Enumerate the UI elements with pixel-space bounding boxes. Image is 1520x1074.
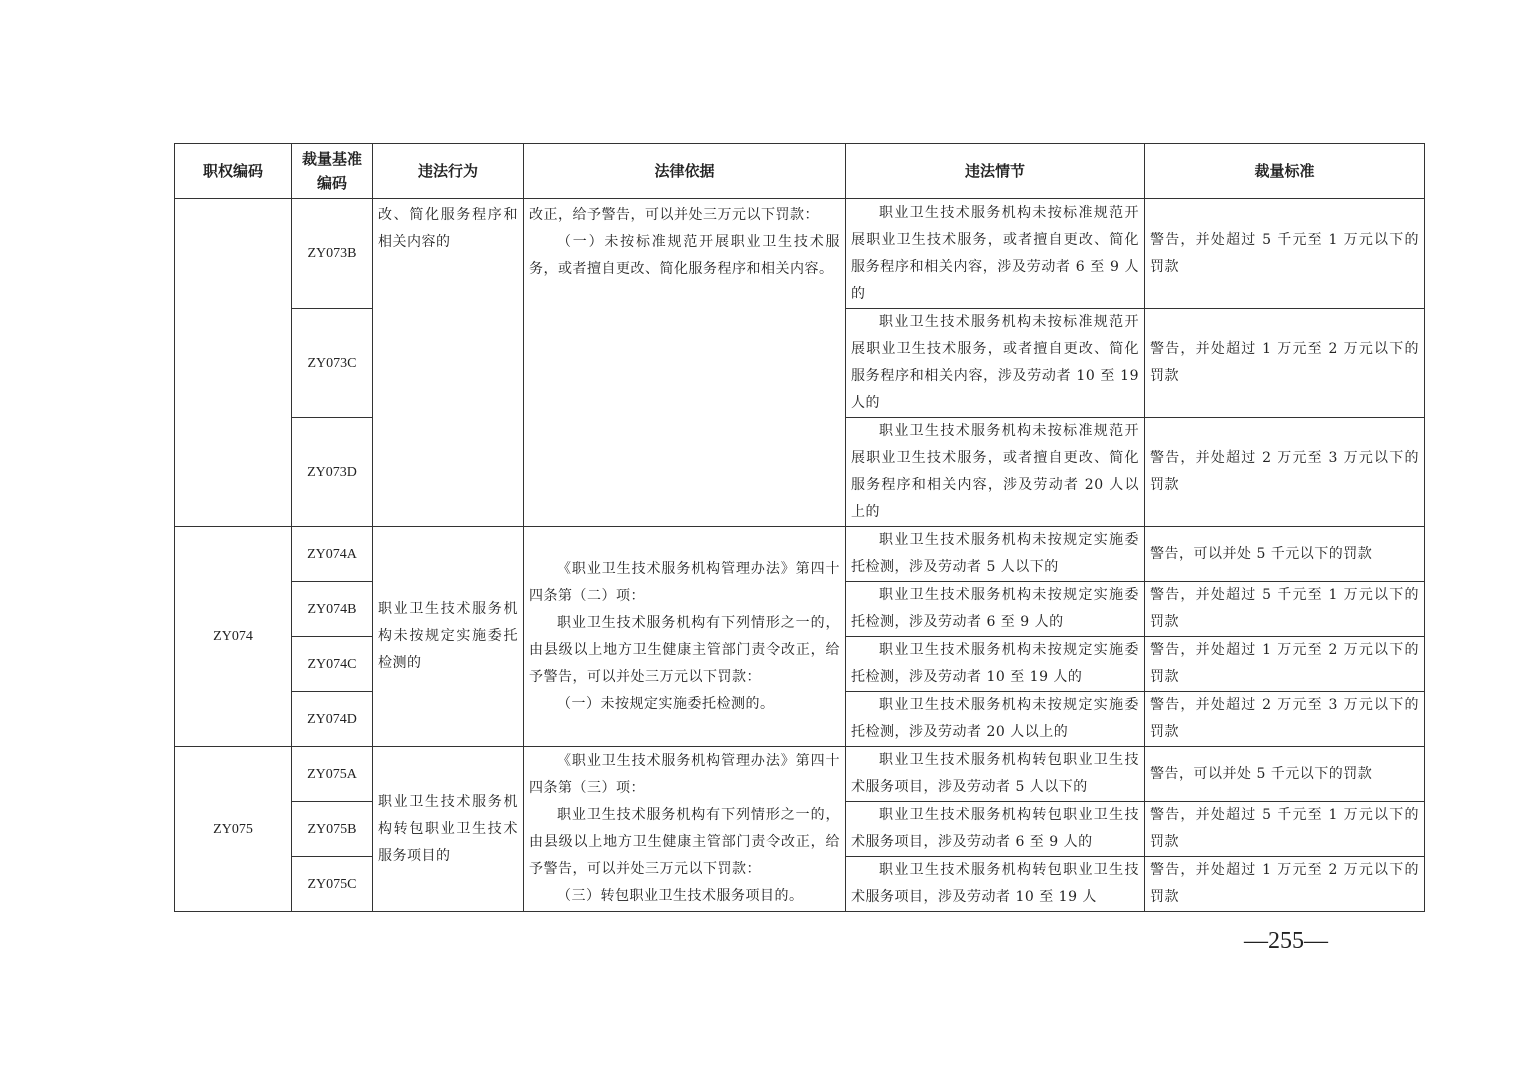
authority-code-cell: ZY075 [175,747,292,912]
standard-cell: 警告，可以并处 5 千元以下的罚款 [1145,527,1425,582]
violation-cell: 职业卫生技术服务机构未按规定实施委托检测的 [373,527,524,747]
circumstance-cell: 职业卫生技术服务机构未按标准规范开展职业卫生技术服务，或者擅自更改、简化服务程序和相关内容，涉及劳动者 10 至 19 人的 [846,309,1145,418]
page-number: —255— [1244,928,1328,954]
discretion-standard-table [174,143,1425,912]
standard-code-cell: ZY075B [292,802,373,857]
header-legal-basis: 法律依据 [524,144,846,199]
legal-basis-paragraph: （一）未按标准规范开展职业卫生技术服务，或者擅自更改、简化服务程序和相关内容。 [529,234,840,277]
violation-cell: 改、简化服务程序和相关内容的 [373,199,524,527]
circumstance-cell: 职业卫生技术服务机构未按标准规范开展职业卫生技术服务，或者擅自更改、简化服务程序和相关内容，涉及劳动者 20 人以上的 [846,418,1145,527]
standard-code-cell: ZY074B [292,582,373,637]
standard-cell: 警告，并处超过 2 万元至 3 万元以下的罚款 [1145,692,1425,747]
table-row [175,747,1425,802]
header-standard: 裁量标准 [1145,144,1425,199]
standard-code-cell: ZY075C [292,857,373,912]
standard-code-cell: ZY074D [292,692,373,747]
legal-basis-paragraph: （一）未按规定实施委托检测的。 [557,695,775,712]
legal-basis-cell [524,527,846,747]
header-authority-code: 职权编码 [175,144,292,199]
header-circumstance: 违法情节 [846,144,1145,199]
violation-cell: 职业卫生技术服务机构转包职业卫生技术服务项目的 [373,747,524,912]
standard-cell: 警告，并处超过 1 万元至 2 万元以下的罚款 [1145,857,1425,912]
circumstance-cell: 职业卫生技术服务机构转包职业卫生技术服务项目，涉及劳动者 6 至 9 人的 [846,802,1145,857]
standard-cell: 警告，并处超过 1 万元至 2 万元以下的罚款 [1145,637,1425,692]
circumstance-cell: 职业卫生技术服务机构转包职业卫生技术服务项目，涉及劳动者 10 至 19 人 [846,857,1145,912]
circumstance-cell: 职业卫生技术服务机构转包职业卫生技术服务项目，涉及劳动者 5 人以下的 [846,747,1145,802]
standard-cell: 警告，并处超过 5 千元至 1 万元以下的罚款 [1145,802,1425,857]
authority-code-cell: ZY074 [175,527,292,747]
standard-code-cell: ZY075A [292,747,373,802]
standard-cell: 警告，并处超过 5 千元至 1 万元以下的罚款 [1145,582,1425,637]
standard-code-cell: ZY074A [292,527,373,582]
legal-basis-paragraph: 改正，给予警告，可以并处三万元以下罚款： [529,207,819,223]
header-standard-code: 裁量基准编码 [292,144,373,199]
standard-code-cell: ZY074C [292,637,373,692]
circumstance-cell: 职业卫生技术服务机构未按标准规范开展职业卫生技术服务，或者擅自更改、简化服务程序和相关内容，涉及劳动者 6 至 9 人的 [846,199,1145,309]
standard-code-cell: ZY073D [292,418,373,527]
header-violation: 违法行为 [373,144,524,199]
standard-cell: 警告，并处超过 2 万元至 3 万元以下的罚款 [1145,418,1425,527]
circumstance-cell: 职业卫生技术服务机构未按规定实施委托检测，涉及劳动者 20 人以上的 [846,692,1145,747]
table-row [175,199,1425,309]
circumstance-cell: 职业卫生技术服务机构未按规定实施委托检测，涉及劳动者 6 至 9 人的 [846,582,1145,637]
legal-basis-paragraph: 职业卫生技术服务机构有下列情形之一的，由县级以上地方卫生健康主管部门责令改正，给予警告，可以并处三万元以下罚款： [529,614,840,685]
standard-code-cell: ZY073C [292,309,373,418]
legal-basis-paragraph: 《职业卫生技术服务机构管理办法》第四十四条第（二）项： [529,560,840,604]
standard-cell: 警告，并处超过 1 万元至 2 万元以下的罚款 [1145,309,1425,418]
legal-basis-cell [524,199,846,527]
table-header-row [175,144,1425,199]
circumstance-cell: 职业卫生技术服务机构未按规定实施委托检测，涉及劳动者 10 至 19 人的 [846,637,1145,692]
standard-code-cell: ZY073B [292,199,373,309]
standard-cell: 警告，并处超过 5 千元至 1 万元以下的罚款 [1145,199,1425,309]
standard-cell: 警告，可以并处 5 千元以下的罚款 [1145,747,1425,802]
legal-basis-paragraph: （三）转包职业卫生技术服务项目的。 [557,888,804,904]
legal-basis-paragraph: 职业卫生技术服务机构有下列情形之一的，由县级以上地方卫生健康主管部门责令改正，给予警告，可以并处三万元以下罚款： [529,807,840,877]
legal-basis-cell [524,747,846,912]
circumstance-cell: 职业卫生技术服务机构未按规定实施委托检测，涉及劳动者 5 人以下的 [846,527,1145,582]
table-row [175,527,1425,582]
authority-code-cell [175,199,292,527]
legal-basis-paragraph: 《职业卫生技术服务机构管理办法》第四十四条第（三）项： [529,753,840,796]
